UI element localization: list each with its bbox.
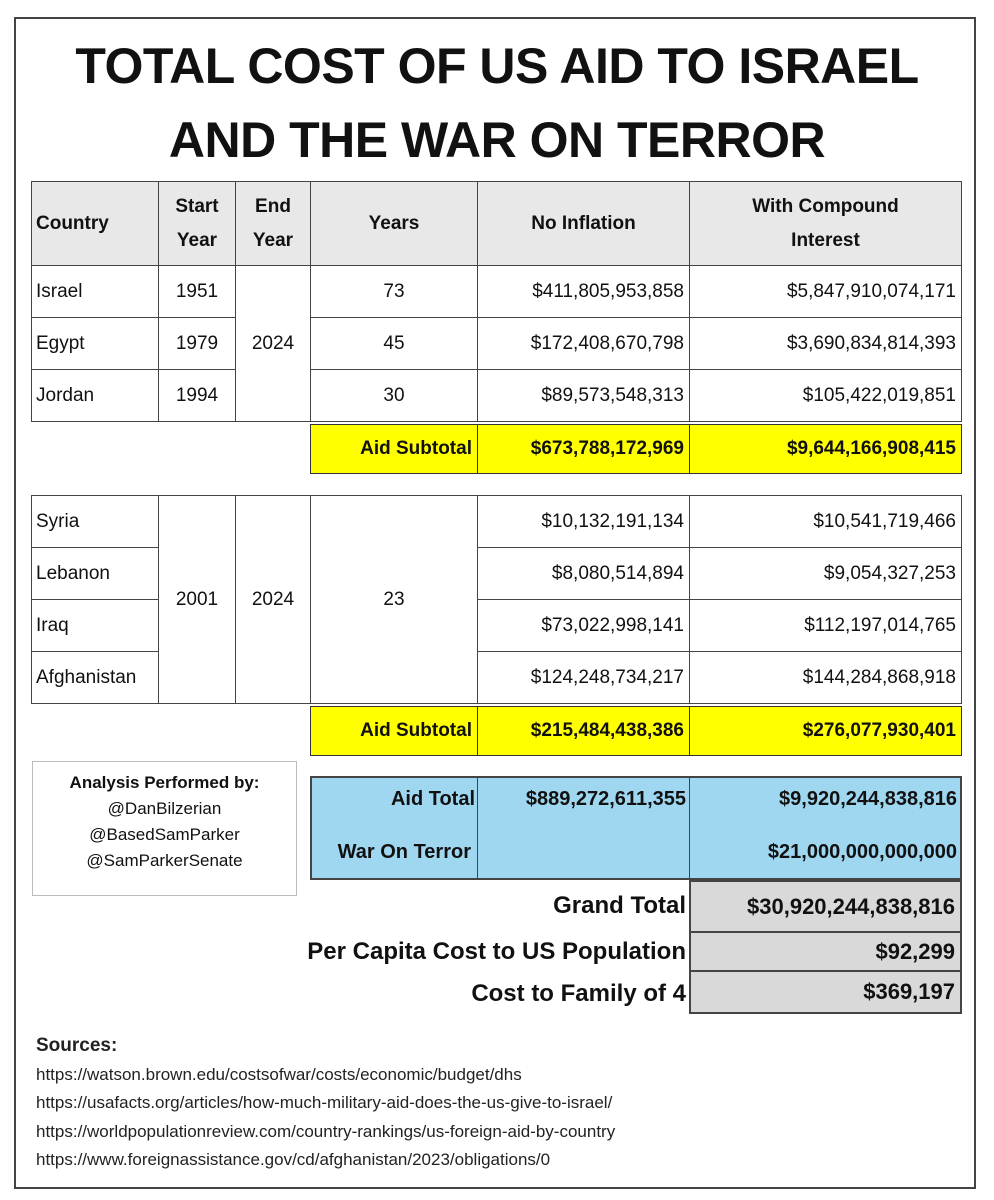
group2-subtotal-label: Aid Subtotal	[310, 706, 478, 756]
group2-start-year: 2001	[158, 495, 236, 704]
group2-end-year: 2024	[235, 495, 311, 704]
group1-subtotal-compound: $9,644,166,908,415	[689, 424, 962, 474]
group2-subtotal-compound: $276,077,930,401	[689, 706, 962, 756]
analysis-box	[32, 761, 297, 896]
table-row-syria-compound: $10,541,719,466	[689, 495, 962, 548]
source-link[interactable]: https://watson.brown.edu/costsofwar/costs/economic/budget/dhs	[36, 1064, 522, 1084]
header-start-year	[158, 181, 236, 266]
war-on-terror-value: $21,000,000,000,000	[767, 841, 957, 863]
header-compound-interest	[689, 181, 962, 266]
group1-subtotal-no-inflation: $673,788,172,969	[477, 424, 690, 474]
sources-block	[36, 1032, 615, 1175]
group1-end-year: 2024	[235, 265, 311, 422]
aid-total-no-inflation: $889,272,611,355	[525, 788, 686, 810]
grand-total-value: $30,920,244,838,816	[689, 880, 962, 933]
header-no-inflation: No Inflation	[477, 181, 690, 266]
sources-heading: Sources:	[36, 1035, 118, 1056]
table-row-jordan-compound: $105,422,019,851	[689, 369, 962, 422]
family-of-4-label: Cost to Family of 4	[471, 980, 686, 1007]
war-on-terror-label: War On Terror	[337, 841, 471, 863]
table-row-israel-country: Israel	[31, 265, 159, 318]
analysis-heading: Analysis Performed by:	[69, 773, 260, 792]
analysis-name: @SamParkerSenate	[86, 851, 243, 870]
table-row-jordan-start: 1994	[158, 369, 236, 422]
group2-subtotal-no-inflation: $215,484,438,386	[477, 706, 690, 756]
table-row-jordan-no-inflation: $89,573,548,313	[477, 369, 690, 422]
table-row-iraq-country: Iraq	[31, 599, 159, 652]
header-compound-line2: Interest	[791, 229, 860, 251]
per-capita-label: Per Capita Cost to US Population	[307, 938, 686, 965]
group1-subtotal-label: Aid Subtotal	[310, 424, 478, 474]
analysis-name: @BasedSamParker	[89, 825, 240, 844]
aid-total-label: Aid Total	[390, 788, 475, 810]
header-start-line2: Year	[176, 229, 218, 251]
table-row-israel-compound: $5,847,910,074,171	[689, 265, 962, 318]
source-link[interactable]: https://usafacts.org/articles/how-much-military-aid-does-the-us-give-to-israel/	[36, 1093, 613, 1112]
table-row-afghanistan-compound: $144,284,868,918	[689, 651, 962, 704]
analysis-name: @DanBilzerian	[107, 799, 222, 818]
header-years: Years	[310, 181, 478, 266]
table-row-israel-start: 1951	[158, 265, 236, 318]
header-end-year	[235, 181, 311, 266]
table-row-afghanistan-no-inflation: $124,248,734,217	[477, 651, 690, 704]
table-row-egypt-compound: $3,690,834,814,393	[689, 317, 962, 370]
family-of-4-value: $369,197	[689, 970, 962, 1014]
aid-total-compound: $9,920,244,838,816	[779, 788, 957, 810]
source-link[interactable]: https://www.foreignassistance.gov/cd/afghanistan/2023/obligations/0	[36, 1150, 551, 1169]
header-end-line1: End	[255, 195, 291, 217]
header-end-line2: Year	[252, 229, 294, 251]
table-row-israel-years: 73	[310, 265, 478, 318]
table-row-jordan-country: Jordan	[31, 369, 159, 422]
header-country: Country	[31, 181, 159, 266]
grand-total-label: Grand Total	[553, 892, 686, 919]
table-row-iraq-no-inflation: $73,022,998,141	[477, 599, 690, 652]
table-row-syria-no-inflation: $10,132,191,134	[477, 495, 690, 548]
table-row-egypt-country: Egypt	[31, 317, 159, 370]
group2-years: 23	[310, 495, 478, 704]
table-row-afghanistan-country: Afghanistan	[31, 651, 159, 704]
table-row-lebanon-compound: $9,054,327,253	[689, 547, 962, 600]
per-capita-value: $92,299	[689, 931, 962, 972]
page-title-line-1: TOTAL COST OF US AID TO ISRAEL	[75, 38, 919, 94]
header-compound-line1: With Compound	[752, 195, 899, 217]
table-row-israel-no-inflation: $411,805,953,858	[477, 265, 690, 318]
source-link[interactable]: https://worldpopulationreview.com/country-rankings/us-foreign-aid-by-country	[36, 1121, 616, 1141]
table-row-syria-country: Syria	[31, 495, 159, 548]
table-row-iraq-compound: $112,197,014,765	[689, 599, 962, 652]
table-row-lebanon-no-inflation: $8,080,514,894	[477, 547, 690, 600]
table-row-egypt-years: 45	[310, 317, 478, 370]
header-start-line1: Start	[175, 195, 219, 217]
page-title-line-2: AND THE WAR ON TERROR	[168, 112, 826, 168]
table-row-egypt-no-inflation: $172,408,670,798	[477, 317, 690, 370]
table-row-lebanon-country: Lebanon	[31, 547, 159, 600]
table-row-jordan-years: 30	[310, 369, 478, 422]
table-row-egypt-start: 1979	[158, 317, 236, 370]
